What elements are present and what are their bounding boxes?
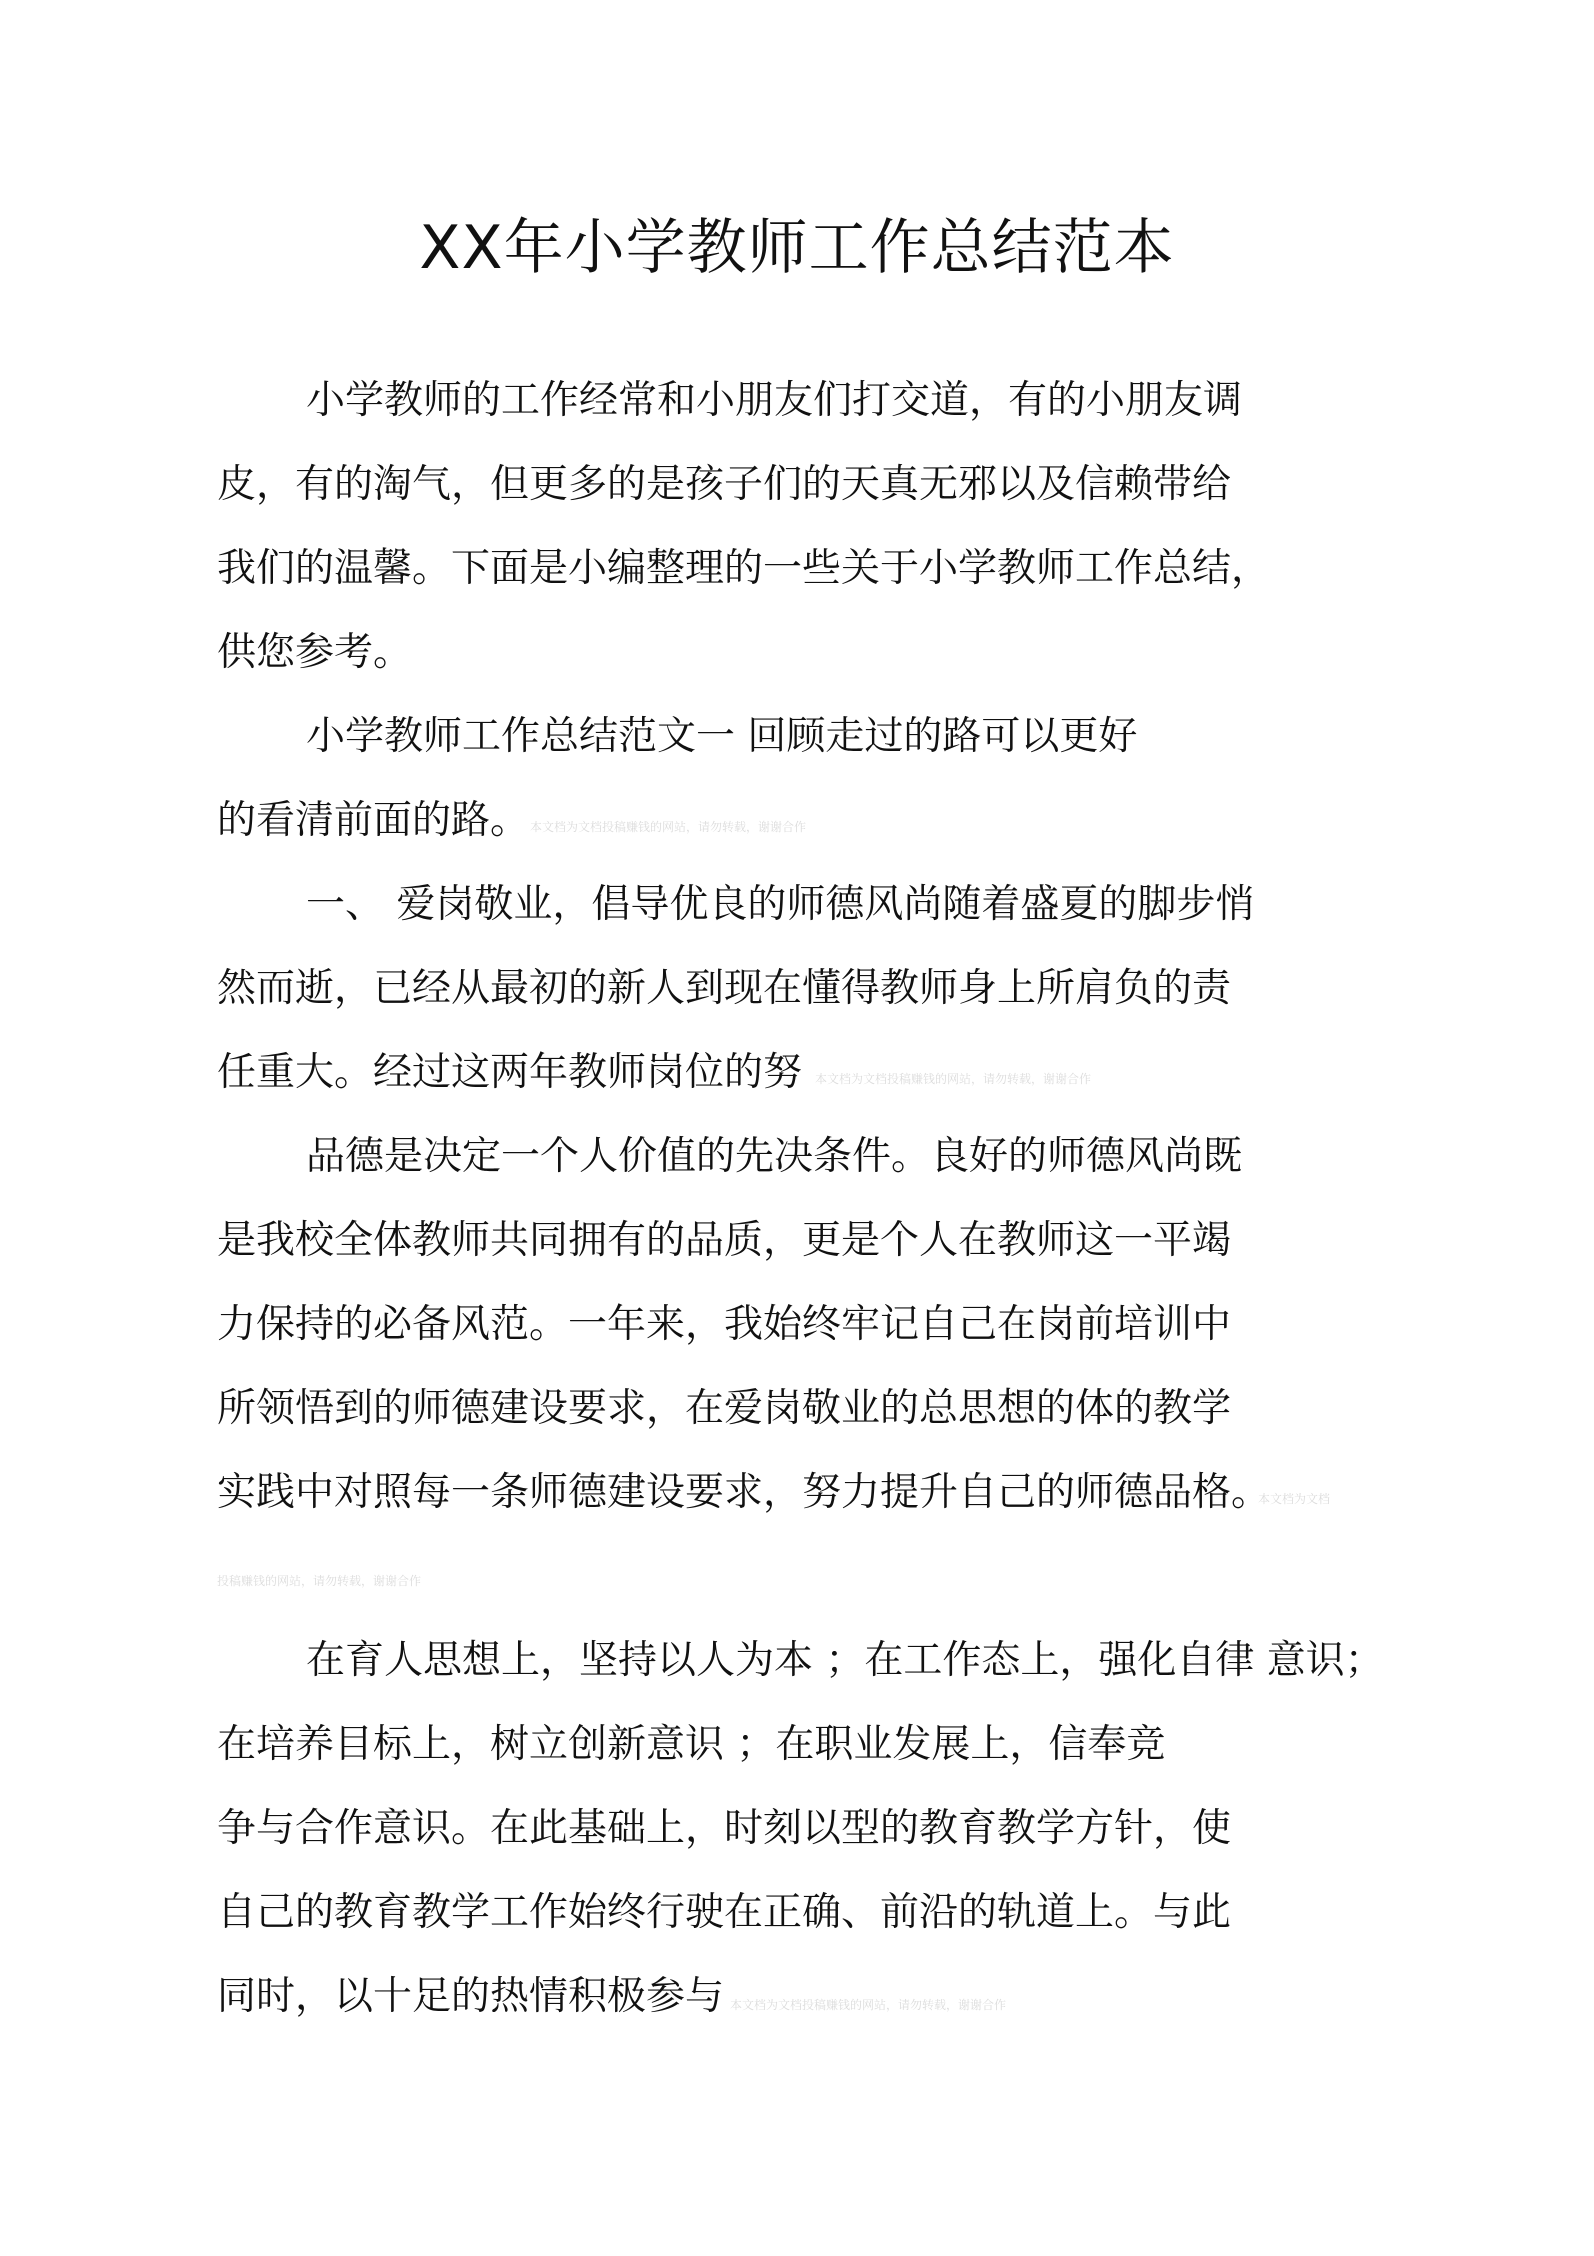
paragraph-line: 然而逝，已经从最初的新人到现在懂得教师身上所肩负的责 <box>217 966 1232 1011</box>
watermark-text: 本文档为文档投稿赚钱的网站，请勿转载，谢谢合作 <box>815 1072 1092 1086</box>
paragraph-line: 是我校全体教师共同拥有的品质，更是个人在教师这一平竭 <box>217 1218 1232 1263</box>
paragraph-line: 小学教师的工作经常和小朋友们打交道，有的小朋友调 <box>306 378 1243 423</box>
paragraph-line: 在育人思想上，坚持以人为本 ；在工作态上，强化自律 意识； <box>306 1638 1384 1683</box>
paragraph-line: 同时，以十足的热情积极参与 <box>217 1974 725 2019</box>
paragraph-line: 实践中对照每一条师德建设要求，努力提升自己的师德品格。 <box>217 1470 1271 1515</box>
watermark-text: 本文档为文档投稿赚钱的网站，请勿转载，谢谢合作 <box>730 1998 1007 2012</box>
paragraph-line: 小学教师工作总结范文一 回顾走过的路可以更好 <box>306 714 1138 759</box>
paragraph-line: 供您参考。 <box>217 630 413 675</box>
watermark-text: 投稿赚钱的网站，请勿转载，谢谢合作 <box>217 1574 422 1588</box>
watermark-text: 本文档为文档投稿赚钱的网站，请勿转载，谢谢合作 <box>530 820 807 834</box>
watermark-text: 本文档为文档 <box>1258 1492 1331 1506</box>
paragraph-line: 所领悟到的师德建设要求，在爱岗敬业的总思想的体的教学 <box>217 1386 1232 1431</box>
paragraph-line: 的看清前面的路。 <box>217 798 530 843</box>
document-title: XX年小学教师工作总结范本 <box>419 213 1175 283</box>
paragraph-line: 我们的温馨。下面是小编整理的一些关于小学教师工作总结， <box>217 546 1271 591</box>
paragraph-line: 在培养目标上，树立创新意识 ；在职业发展上，信奉竞 <box>217 1722 1166 1767</box>
paragraph-line: 力保持的必备风范。一年来，我始终牢记自己在岗前培训中 <box>217 1302 1232 1347</box>
paragraph-line: 自己的教育教学工作始终行驶在正确、前沿的轨道上。与此 <box>217 1890 1232 1935</box>
paragraph-line: 任重大。经过这两年教师岗位的努 <box>217 1050 803 1095</box>
paragraph-line: 品德是决定一个人价值的先决条件。良好的师德风尚既 <box>306 1134 1243 1179</box>
paragraph-line: 争与合作意识。在此基础上，时刻以型的教育教学方针，使 <box>217 1806 1232 1851</box>
paragraph-line: 皮，有的淘气，但更多的是孩子们的天真无邪以及信赖带给 <box>217 462 1232 507</box>
paragraph-line: 一、 爱岗敬业，倡导优良的师德风尚随着盛夏的脚步悄 <box>306 882 1255 927</box>
